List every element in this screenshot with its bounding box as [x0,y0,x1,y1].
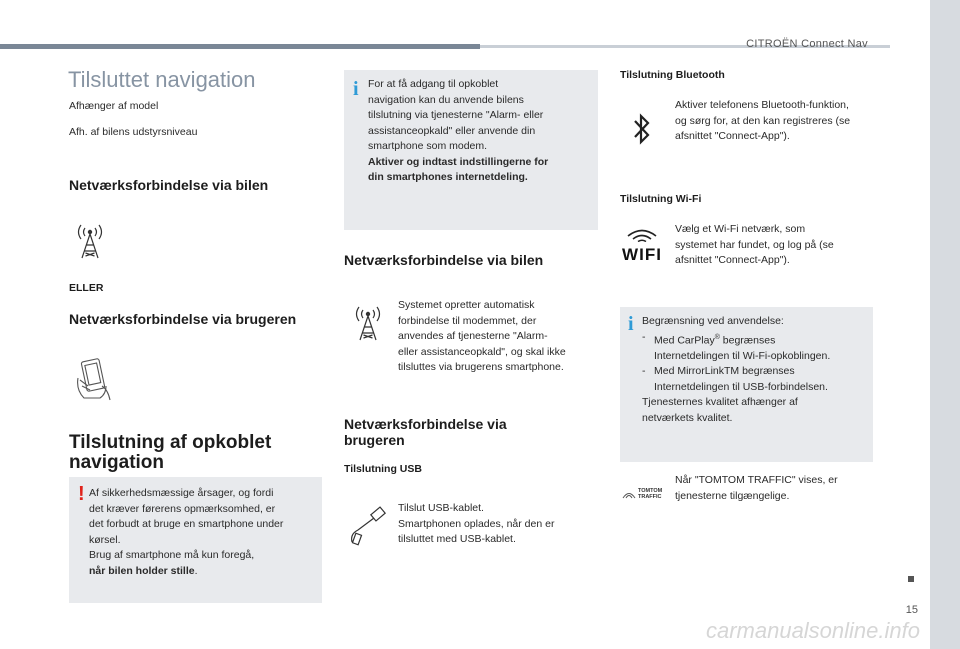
info-text [368,77,594,186]
warning-line: Af sikkerhedsmæssige årsager, og fordi [89,487,274,499]
info-icon: i [353,78,359,100]
equipment-note: Afh. af bilens udstyrsniveau [69,126,198,138]
usb-line: tilsluttet med USB-kablet. [398,533,516,545]
tomtom-line: tjenesterne tilgængelige. [675,489,790,502]
warning-line: Brug af smartphone må kun foregå, [89,549,255,561]
vehicle-line: tilsluttes via brugerens smartphone. [398,361,564,373]
vehicle-line: eller assistanceopkald", og skal ikke [398,345,566,358]
usb-line: Smartphonen oplades, når den er [398,517,555,530]
limits-intro: Begrænsning ved anvendelse: [642,315,784,327]
wifi-label: Tilslutning Wi-Fi [620,193,702,205]
wifi-icon-label: WIFI [622,245,662,264]
vehicle-line: anvendes af tjenesterne "Alarm- [398,330,548,342]
limits-item-text: Med CarPlay [654,334,715,346]
limits-footer: netværkets kvalitet. [642,411,733,424]
bluetooth-label: Tilslutning Bluetooth [620,69,725,81]
warning-line [89,564,319,580]
bluetooth-text [675,98,875,145]
info-bold-line: din smartphones internetdeling. [368,171,528,183]
warning-icon: ! [78,483,85,505]
limits-item-text: Med MirrorLinkTM begrænses [654,365,795,377]
limits-item [642,364,870,395]
warning-box [69,477,322,603]
info-line: smartphone som modem. [368,140,488,152]
bluetooth-line: afsnittet "Connect-App"). [675,130,790,142]
vehicle-line: Systemet opretter automatisk [398,299,535,311]
bluetooth-line: Aktiver telefonens Bluetooth-funktion, [675,99,849,111]
limits-box [620,307,873,462]
antenna-icon [350,304,386,347]
online-heading: Tilslutning af opkoblet navigation [69,432,272,473]
wifi-line: Vælg et Wi-Fi netværk, som [675,223,806,235]
warning-emphasis: når bilen holder stille [89,564,195,577]
limits-item-text: begrænses [719,334,776,346]
wifi-line: systemet har fundet, og log på (se [675,238,834,251]
info-line: navigation kan du anvende bilens [368,93,524,106]
warning-line: kørsel. [89,533,121,546]
tomtom-line: Når "TOMTOM TRAFFIC" vises, er [675,474,838,486]
model-note: Afhænger af model [69,100,159,112]
vehicle-line: forbindelse til modemmet, der [398,314,537,327]
wifi-icon [620,228,664,263]
warning-line: det forbudt at bruge en smartphone under [89,518,284,530]
usb-cable-icon [346,506,388,551]
page-end-marker [908,576,914,582]
info-icon: i [628,313,634,335]
info-bold-line: Aktiver og indtast indstillingerne for [368,155,549,168]
tomtom-text [675,473,875,504]
info-box [344,70,598,230]
limits-text [642,314,870,426]
top-rule [0,44,480,49]
bluetooth-icon [632,112,652,151]
side-strip [930,0,960,649]
limits-footer: Tjenesternes kvalitet afhænger af [642,396,798,408]
vehicle-heading-2: Netværksforbindelse via bilen [344,252,544,268]
phone-hand-icon [70,356,118,409]
limits-item [642,330,870,365]
wifi-line: afsnittet "Connect-App"). [675,254,790,266]
tomtom-traffic-icon [622,488,662,500]
vehicle-heading: Netværksforbindelse via bilen [69,177,269,193]
info-line: tilslutning via tjenesterne "Alarm- eller [368,109,544,121]
tomtom-icon-label [638,488,662,500]
header-title: CITROËN Connect Nav [746,38,868,50]
user-heading: Netværksforbindelse via brugeren [69,311,297,327]
warning-line: det kræver førerens opmærksomhed, er [89,502,276,515]
info-line: For at få adgang til opkoblet [368,78,499,90]
watermark: carmanualsonline.info [705,618,920,643]
warning-text [89,486,319,579]
vehicle-text [398,298,598,376]
bluetooth-line: og sørg for, at den kan registreres (se [675,114,851,127]
user-heading-2: Netværksforbindelse via brugeren [344,416,507,448]
limits-item-text: Internetdelingen til USB-forbindelsen. [654,380,828,393]
or-label: ELLER [69,282,104,294]
page-title: Tilsluttet navigation [68,67,256,92]
usb-line: Tilslut USB-kablet. [398,502,484,514]
limits-item-text: Internetdelingen til Wi-Fi-opkoblingen. [654,349,831,362]
registered-mark: ® [714,333,720,341]
info-line: assistanceopkald" eller anvende din [368,124,536,137]
tomtom-icon-line: TOMTOM [638,488,663,494]
page-number: 15 [905,604,918,616]
wifi-text [675,222,875,269]
warning-period: . [194,564,198,577]
antenna-icon [72,222,108,265]
usb-label: Tilslutning USB [344,463,422,475]
usb-text [398,501,598,548]
tomtom-icon-line: TRAFFIC [638,494,662,500]
